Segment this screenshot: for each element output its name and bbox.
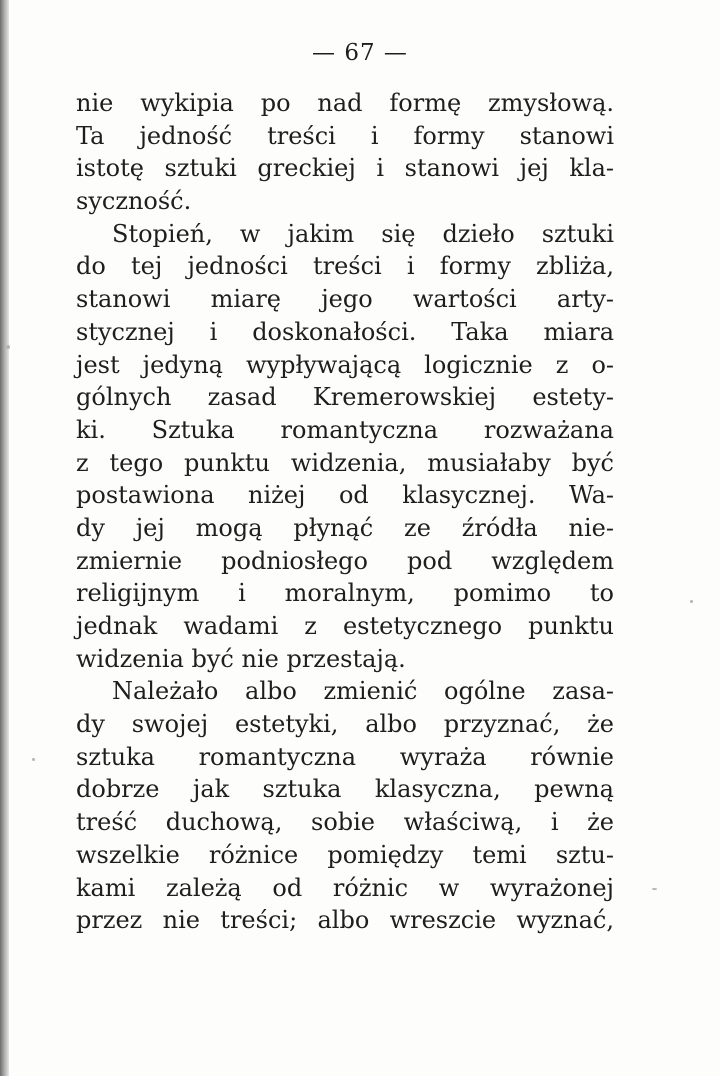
paragraph-first-line: Należało albo zmienić ogólne zasa- bbox=[112, 677, 614, 706]
text-line: gólnych zasad Kremerowskiej estety- bbox=[76, 383, 614, 412]
text-line: dy jej mogą płynąć ze źródła nie- bbox=[76, 513, 614, 542]
paragraph-first-line: Stopień, w jakim się dzieło sztuki bbox=[112, 219, 614, 248]
text-line: dy swojej estetyki, albo przyznać, że bbox=[76, 710, 614, 739]
text-line: sztuka romantyczna wyraża równie bbox=[76, 742, 614, 771]
text-line: zmiernie podniosłego pod względem bbox=[76, 546, 614, 575]
page-number: — 67 — bbox=[312, 40, 408, 66]
text-line: syczność. bbox=[76, 187, 192, 216]
text-line: nie wykipia po nad formę zmysłową. bbox=[76, 89, 614, 117]
paper-speck bbox=[32, 758, 35, 761]
paper-speck bbox=[690, 600, 693, 603]
text-line: jest jedyną wypływającą logicznie z o- bbox=[76, 350, 614, 379]
text-line: kami zależą od różnic w wyrażonej bbox=[76, 873, 614, 902]
text-line: istotę sztuki greckiej i stanowi jej kla- bbox=[76, 154, 614, 183]
page-binding-edge bbox=[0, 0, 9, 1076]
text-line: przez nie treści; albo wreszcie wyznać, bbox=[76, 906, 614, 935]
text-line: stanowi miarę jego wartości arty- bbox=[76, 285, 614, 314]
paper-speck bbox=[6, 345, 10, 349]
text-line: z tego punktu widzenia, musiałaby być bbox=[76, 448, 614, 477]
text-line: widzenia być nie przestają. bbox=[76, 644, 406, 673]
body-text bbox=[76, 87, 614, 937]
text-line: religijnym i moralnym, pomimo to bbox=[76, 579, 614, 608]
text-line: do tej jedności treści i formy zbliża, bbox=[76, 252, 614, 281]
text-line: Ta jedność treści i formy stanowi bbox=[76, 121, 614, 150]
text-line: jednak wadami z estetycznego punktu bbox=[76, 612, 614, 640]
text-line: dobrze jak sztuka klasyczna, pewną bbox=[76, 775, 614, 804]
text-line: stycznej i doskonałości. Taka miara bbox=[76, 317, 614, 346]
paper-speck bbox=[652, 888, 657, 890]
text-line: postawiona niżej od klasycznej. Wa- bbox=[76, 481, 614, 510]
text-line: treść duchową, sobie właściwą, i że bbox=[76, 808, 614, 837]
text-line: ki. Sztuka romantyczna rozważana bbox=[76, 415, 614, 444]
text-line: wszelkie różnice pomiędzy temi sztu- bbox=[76, 840, 614, 869]
